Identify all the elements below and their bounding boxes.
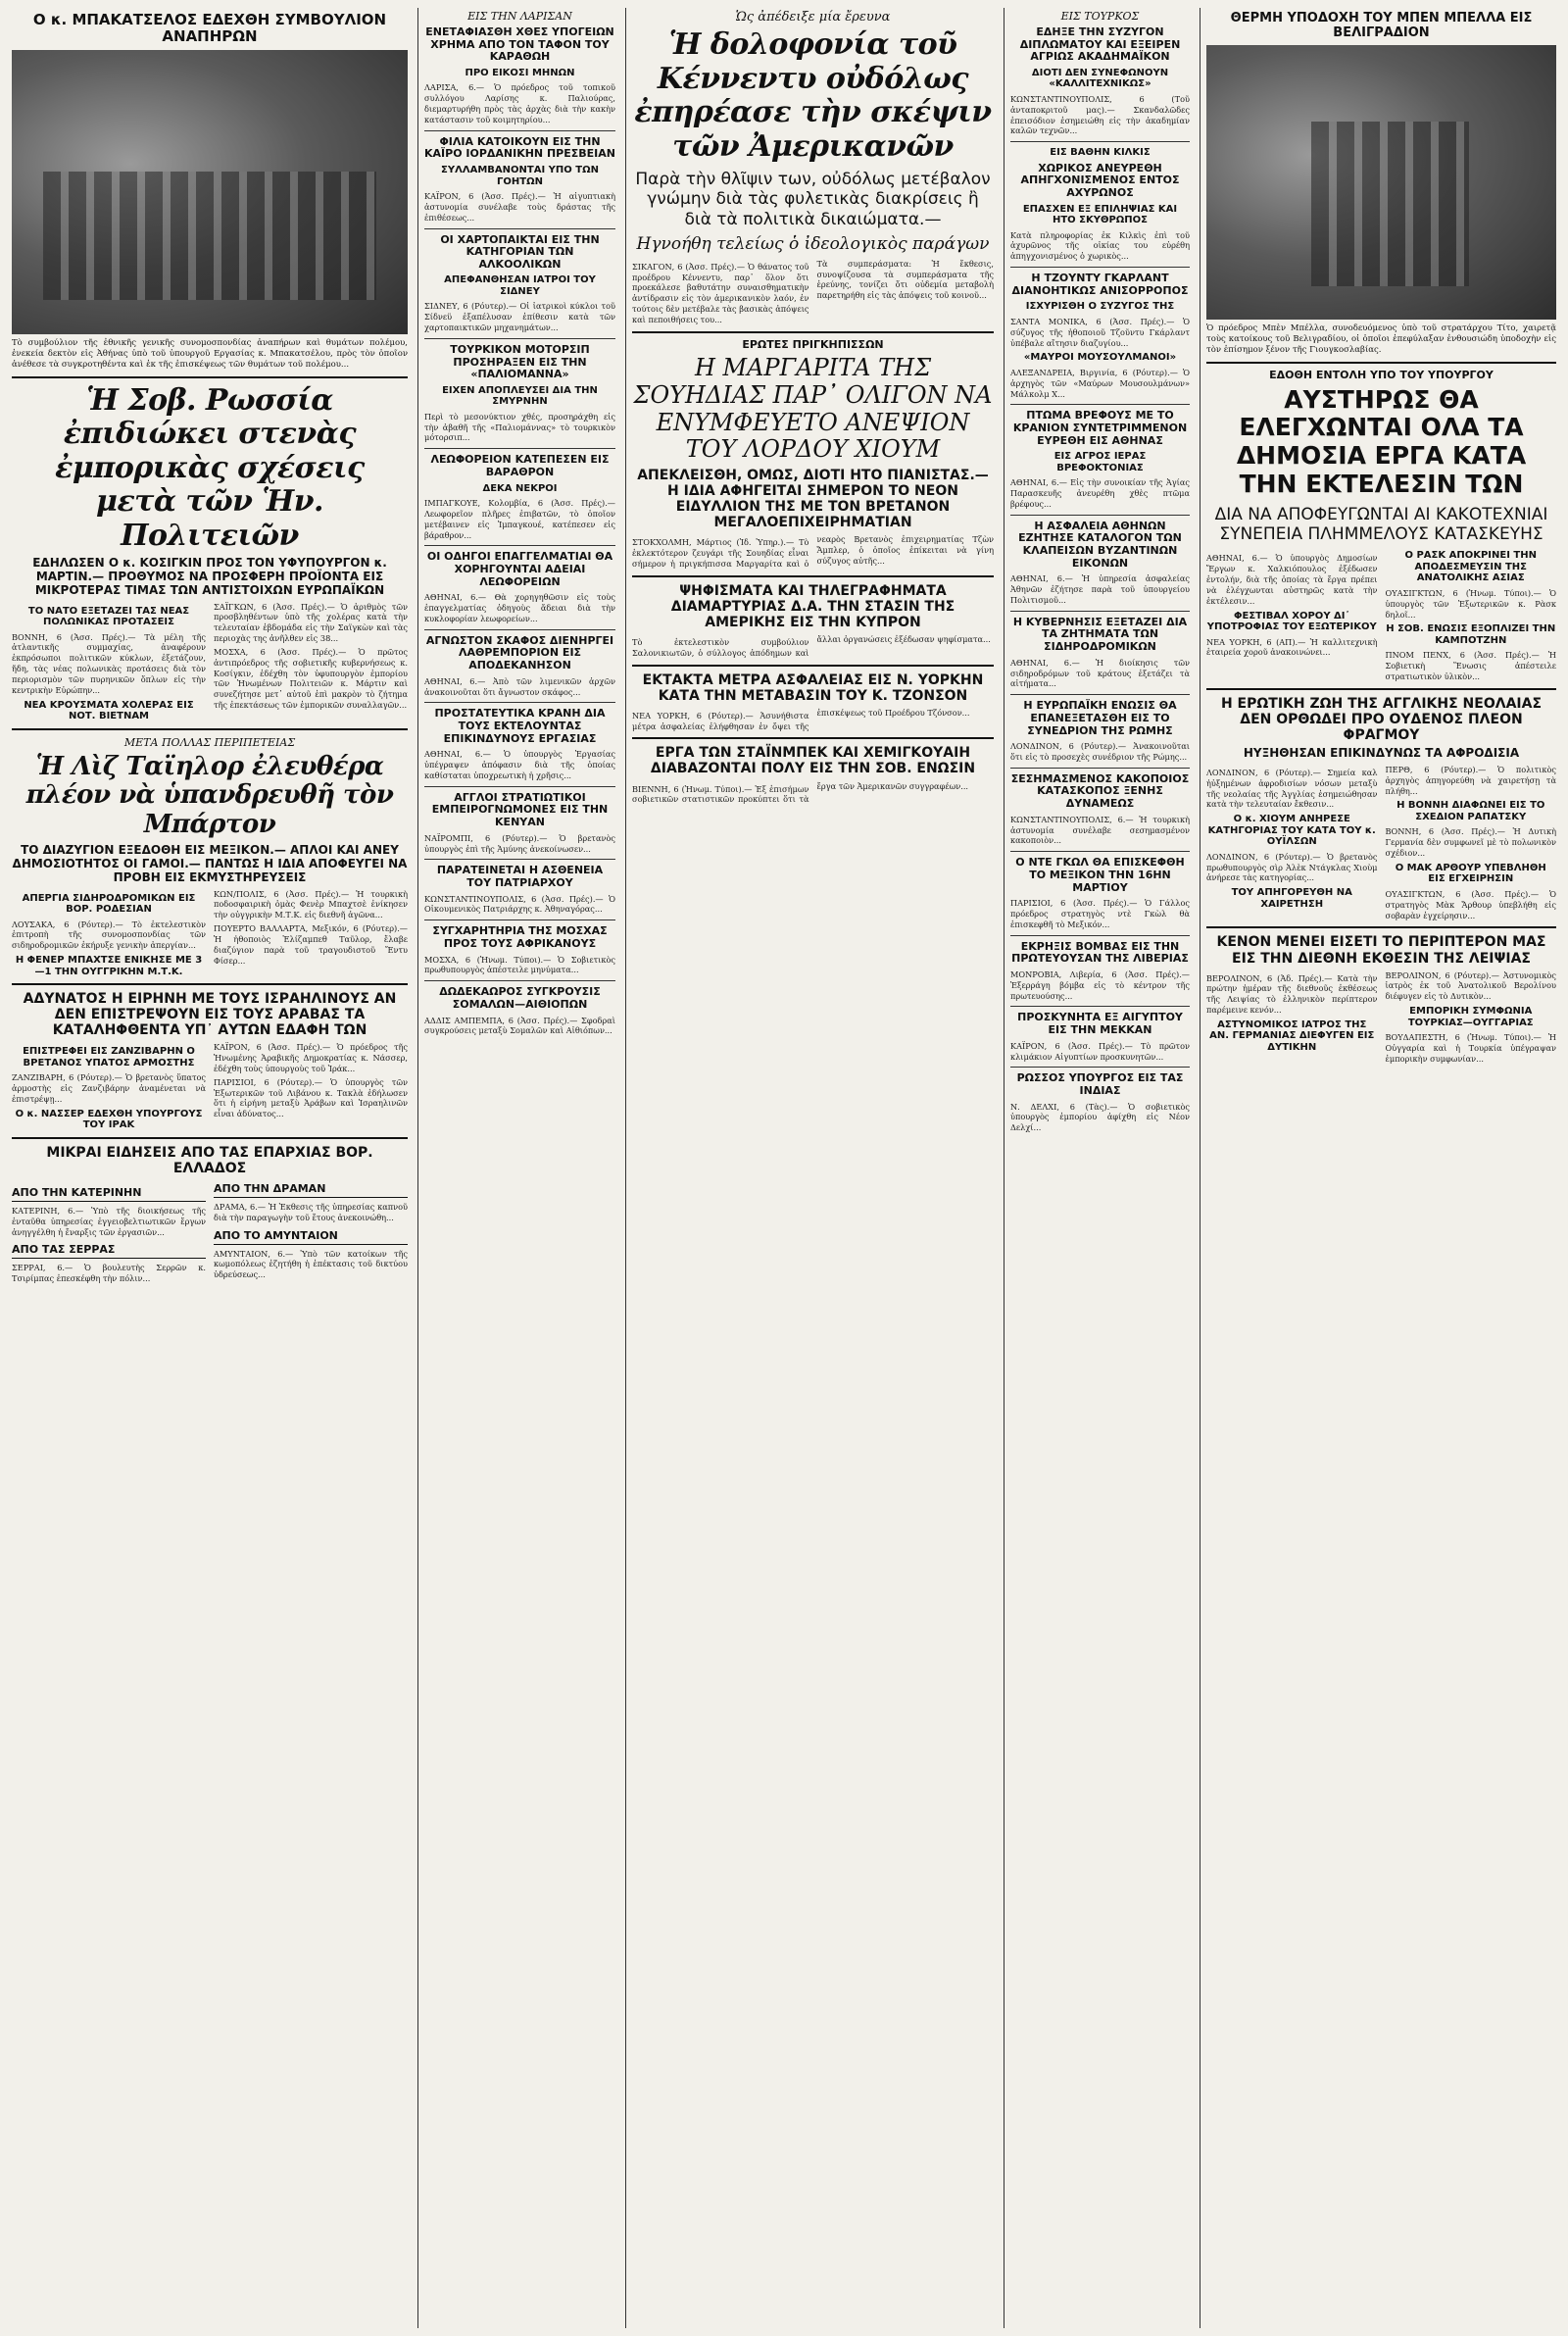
column-1 [6,8,414,2328]
subhead-larisa: ΠΡΟ ΕΙΚΟΣΙ ΜΗΝΩΝ [465,67,575,78]
subhead-turkish-ship: ΕΙΧΕΝ ΑΠΟΠΛΕΥΣΕΙ ΔΙΑ ΤΗΝ ΣΜΥΡΝΗΝ [442,384,598,408]
article-cyprus-protest: Τὸ ἐκτελεστικὸν συμβούλιον Σαλονικιωτῶν, ὁ σύλλογος ἀπόδημων καὶ ἄλλαι ὀργανώσεις ἐξέδωσαν ψηφίσματα... [632,633,991,658]
article-steinbeck: ΒΙΕΝΝΗ, 6 (Ἠνωμ. Τύποι).— Ἐξ ἐπισήμων σοβιετικῶν στατιστικῶν προκύπτει ὅτι τὰ ἔργα τῶν Ἀμερικανῶν συγγραφέων... [632,780,969,805]
headline-rusk: Ο ΡΑΣΚ ΑΠΟΚΡΙΝΕΙ ΤΗΝ ΑΠΟΔΕΣΜΕΥΣΙΝ ΤΗΣ ΑΝΑΤΟΛΙΚΗΣ ΑΣΙΑΣ [1404,550,1537,584]
provinces-body [12,1180,408,1286]
article-katerini: ΚΑΤΕΡΙΝΗ, 6.— Ὑπὸ τῆς διοικήσεως τῆς ἐνταῦθα ὑπηρεσίας ἐγγειοβελτιωτικῶν ἔργων ἀνηγγέλθη ἡ ἔναρξις τῶν ἐργασιῶν... [12,1206,206,1237]
article-serres: ΣΕΡΡΑΙ, 6.— Ὁ βουλευτὴς Σερρῶν κ. Τσιρίμπας ἐπεσκέφθη τὴν πόλιν... [12,1263,206,1284]
article-nasser: ΚΑΪΡΟΝ, 6 (Ἀσσ. Πρές).— Ὁ πρόεδρος τῆς Ἠνωμένης Ἀραβικῆς Δημοκρατίας κ. Νάσσερ, ἐδέχθη τοὺς ὑπουργοὺς τοῦ Ἰράκ... [214,1042,408,1073]
headline-greeting: ΤΟΥ ΑΠΗΓΟΡΕΥΘΗ ΝΑ ΧΑΙΡΕΤΗΣΗ [1231,887,1352,910]
headline-helmets: ΠΡΟΣΤΑΤΕΥΤΙΚΑ ΚΡΑΝΗ ΔΙΑ ΤΟΥΣ ΕΚΤΕΛΟΥΝΤΑΣ ΕΠΙΚΙΝΔΥΝΟΥΣ ΕΡΓΑΣΙΑΣ [434,707,606,745]
article-amyntaio: ΑΜΥΝΤΑΙΟΝ, 6.— Ὑπὸ τῶν κατοίκων τῆς κωμοπόλεως ἐζητήθη ἡ ἐπέκτασις τοῦ δικτύου ὑδρεύσεως... [214,1248,408,1280]
headline-kennedy: Ἡ δολοφονία τοῦ Κέννεντυ οὐδόλως ἐπηρέασε τὴν σκέψιν τῶν Ἀμερικανῶν [634,27,992,164]
divider [1010,141,1190,142]
divider [1010,768,1190,769]
headline-larisa: ΕΝΕΤΑΦΙΑΣΘΗ ΧΘΕΣ ΥΠΟΓΕΙΩΝ ΧΡΗΜΑ ΑΠΟ ΤΟΝ ΤΑΦΟΝ ΤΟΥ ΚΑΡΑΘΩΗ [425,25,614,64]
article-police-doctor: ΒΕΡΟΛΙΝΟΝ, 6 (Ρόυτερ).— Ἀστυνομικὸς ἰατρὸς ἐκ τοῦ Ἀνατολικοῦ Βερολίνου διέφυγεν εἰς τὸ Δυτικὸν... [1385,969,1556,1002]
article-somali: ΑΔΔΙΣ ΑΜΠΕΜΠΑ, 6 (Ἀσσ. Πρές).— Σφοδραὶ συγκρούσεις μεταξὺ Σομαλῶν καὶ Αἰθιόπων... [424,1015,615,1036]
article-cholera: ΣΑΪΓΚΩΝ, 6 (Ἀσσ. Πρές).— Ὁ ἀριθμὸς τῶν προσβληθέντων ὑπὸ τῆς χολέρας κατὰ τὴν τελευταίαν ἑβδομάδα εἰς τὴν Σαϊγκὼν καὶ τὰς περιοχὰς της ἀνῆλθεν εἰς 38... [214,601,408,644]
kicker-public-works: ΕΔΟΘΗ ΕΝΤΟΛΗ ΥΠΟ ΤΟΥ ΥΠΟΥΡΓΟΥ [1269,369,1494,382]
divider [1206,362,1556,364]
divider [1010,851,1190,852]
divider [424,629,615,630]
divider [632,575,994,577]
public-works-body [1206,550,1556,681]
headline-macarthur: Ο ΜΑΚ ΑΡΘΟΥΡ ΥΠΕΒΛΗΘΗ ΕΙΣ ΕΓΧΕΙΡΗΣΙΝ [1395,862,1546,885]
divider [1010,515,1190,516]
headline-gamblers: ΟΙ ΧΑΡΤΟΠΑΙΚΤΑΙ ΕΙΣ ΤΗΝ ΚΑΤΗΓΟΡΙΑΝ ΤΩΝ ΑΛΚΟΟΛΙΚΩΝ [440,232,600,271]
section-amyntaio: ΑΠΟ ΤΟ ΑΜΥΝΤΑΙΟΝ [214,1227,408,1245]
israel-body [12,1042,408,1130]
divider [12,1137,408,1139]
headline-liberia: ΕΚΡΗΞΙΣ ΒΟΜΒΑΣ ΕΙΣ ΤΗΝ ΠΡΩΤΕΥΟΥΣΑΝ ΤΗΣ ΛΙΒΕΡΙΑΣ [1011,939,1189,966]
headline-kilkis: ΧΩΡΙΚΟΣ ΑΝΕΥΡΕΘΗ ΑΠΗΓΧΟΝΙΣΜΕΝΟΣ ΕΝΤΟΣ ΑΧΥΡΩΝΟΣ [1020,161,1180,200]
article-kilkis: Κατὰ πληροφορίας ἐκ Κιλκὶς ἐπὶ τοῦ ἀχυρῶνος τῆς οἰκίας του εὑρέθη ἀπηγχονισμένος ὁ χωρικὸς... [1010,229,1190,262]
deck-soviet-trade: ΕΔΗΛΩΣΕΝ Ο κ. ΚΟΣΙΓΚΙΝ ΠΡΟΣ ΤΟΝ ΥΦΥΠΟΥΡΓΟΝ κ. ΜΑΡΤΙΝ.— ΠΡΟΘΥΜΟΣ ΝΑ ΠΡΟΣΦΕΡΗ ΠΡΟΪΟΝΤΑ ΕΙΣ ΜΙΚΡΟΤΕΡΑΣ ΤΙΜΑΣ ΤΩΝ ΑΝΤΙΣΤΟΙΧΩΝ ΕΥΡΩΠΑΪΚΩΝ [32,556,387,597]
article-european-union: ΛΟΝΔΙΝΟΝ, 6 (Ρόυτερ).— Ἀνακοινοῦται ὅτι εἰς τὸ προσεχὲς συνέδριον τῆς Ρώμης... [1010,741,1190,762]
article-black-muslims: ΑΛΕΞΑΝΔΡΕΙΑ, Βιργινία, 6 (Ρόυτερ).— Ὁ ἀρχηγὸς τῶν «Μαύρων Μουσουλμάνων» Μάλκολμ Χ... [1010,367,1190,399]
steinbeck-body [632,781,994,806]
headline-cambodia: Η ΣΟΒ. ΕΝΩΣΙΣ ΕΞΟΠΛΙΖΕΙ ΤΗΝ ΚΑΜΠΟΤΖΗΝ [1386,623,1556,646]
kennedy-body [632,259,994,325]
headline-nasser: Ο κ. ΝΑΣΣΕΡ ΕΔΕΧΘΗ ΥΠΟΥΡΓΟΥΣ ΤΟΥ ΙΡΑΚ [15,1108,203,1131]
headline-israel-peace: ΑΔΥΝΑΤΟΣ Η ΕΙΡΗΝΗ ΜΕ ΤΟΥΣ ΙΣΡΑΗΛΙΝΟΥΣ ΑΝ ΔΕΝ ΕΠΙΣΤΡΕΨΟΥΝ ΕΙΣ ΤΟΥΣ ΑΡΑΒΑΣ ΤΑ ΚΑΤΑΛΗΦΘΕΝΤΑ ΥΠ᾿ ΑΥΤΩΝ ΕΔΑΦΗ ΤΩΝ [23,991,397,1039]
article-rapacki: ΒΟΝΝΗ, 6 (Ἀσσ. Πρές).— Ἡ Δυτικὴ Γερμανία δὲν συμφωνεῖ μὲ τὸ πολωνικὸν σχέδιον... [1385,826,1556,859]
headline-drivers: ΟΙ ΟΔΗΓΟΙ ΕΠΑΓΓΕΛΜΑΤΙΑΙ ΘΑ ΧΟΡΗΓΟΥΝΤΑΙ ΑΔΕΙΑΙ ΛΕΩΦΟΡΕΙΩΝ [426,550,613,588]
kicker-kennedy: Ὡς ἀπέδειξε μία ἔρευνα [735,10,891,25]
headline-rapacki: Η ΒΟΝΝΗ ΔΙΑΦΩΝΕΙ ΕΙΣ ΤΟ ΣΧΕΔΙΟΝ ΡΑΠΑΤΣΚΥ [1396,800,1545,822]
article-turkish-ship: Περὶ τὸ μεσονύκτιον χθές, προσηράχθη εἰς τὴν ἀβαθῆ τῆς «Παλιομάννας» τὸ τουρκικὸν μότορσιπ... [424,411,615,443]
article-greeting: ΠΕΡΘ, 6 (Ρόυτερ).— Ὁ πολιτικὸς ἀρχηγὸς ἀπηγορεύθη νὰ χαιρετήσῃ τὰ πλήθη... [1385,764,1556,796]
article-jordan-embassy: ΚΑΪΡΟΝ, 6 (Ἀσσ. Πρές).— Ἡ αἰγυπτιακὴ ἀστυνομία συνέλαβε τοὺς δράστας τῆς ἐπιθέσεως... [424,191,615,223]
article-helmets: ΑΘΗΝΑΙ, 6.— Ὁ ὑπουργὸς Ἐργασίας ὑπέγραψεν ἀπόφασιν διὰ τῆς ὁποίας καθίσταται ὑποχρεωτικὴ ἡ χρῆσις... [424,749,615,780]
article-larisa: ΛΑΡΙΣΑ, 6.— Ὁ πρόεδρος τοῦ τοπικοῦ συλλόγου Λαρίσης κ. Παλιούρας, διεμαρτυρήθη πρὸς τὰς ἀρχὰς διὰ τὴν κακὴν κατάστασιν τοῦ κοιμητηρίου... [424,82,615,124]
divider [12,376,408,378]
subhead-kilkis: ΕΠΑΣΧΕΝ ΕΞ ΕΠΙΛΗΨΙΑΣ ΚΑΙ ΗΤΟ ΣΚΥΘΡΩΠΟΣ [1022,203,1178,226]
article-english-youth: ΛΟΝΔΙΝΟΝ, 6 (Ρόυτερ).— Σημεία καλ ἠὐξημένων ἀφροδισίων νόσων μεταξὺ τῆς νεολαίας τῆς Ἀγγλίας ἐσημειώθησαν κατὰ τὴν τελευταίαν ἔκθεσιν... [1206,767,1378,810]
article-academic: ΚΩΝΣΤΑΝΤΙΝΟΥΠΟΛΙΣ, 6 (Τοῦ ἀνταποκριτοῦ μας).— Σκανδαλῶδες ἐπεισόδιον ἐσημειώθη εἰς τὴν ἀκαδημίαν καλῶν τεχνῶν... [1010,93,1190,136]
article-infant: ΑΘΗΝΑΙ, 6.— Εἰς τὴν συνοικίαν τῆς Ἀγίας Παρασκευῆς ἀνευρέθη χθὲς πτῶμα βρέφους... [1010,477,1190,509]
divider [424,338,615,339]
article-turkey-hungary: ΒΟΥΔΑΠΕΣΤΗ, 6 (Ἠνωμ. Τύποι).— Ἡ Οὐγγαρία καὶ ἡ Τουρκία ὑπέγραψαν ἐμπορικὴν συμφωνίαν... [1385,1032,1556,1064]
deck-english-youth: ΗΥΞΗΘΗΣΑΝ ΕΠΙΚΙΝΔΥΝΩΣ ΤΑ ΑΦΡΟΔΙΣΙΑ [1243,746,1520,761]
article-nato: ΒΟΝΝΗ, 6 (Ἀσσ. Πρές).— Τὰ μέλη τῆς ἀτλαντικῆς συμμαχίας, ἀναφέρουν ἐκπρόσωποι πολιτικῶν κύκλων, ἐξετάζουν, ἤδη, τὰς νέας πολωνικὰς προτάσεις διὰ τὸν περιορισμὸν τῶν πυρηνικῶν ὅπλων εἰς τὴν κεντρικὴν Εὐρώπην... [12,631,206,695]
subhead-academic: ΔΙΟΤΙ ΔΕΝ ΣΥΝΕΦΩΝΟΥΝ «ΚΑΛΛΙΤΕΧΝΙΚΩΣ» [1031,67,1169,90]
caption-ben-bella: Ὁ πρόεδρος Μπὲν Μπέλλα, συνοδευόμενος ὑπὸ τοῦ στρατάρχου Τίτο, χαιρετᾷ τοὺς κατοίκους τοῦ Βελιγραδίου, οἱ ὁποῖοι ἐπεφύλαξαν ἐνθουσιώδη ὑποδοχὴν εἰς τὸν ἐπίσημον ξένον τῆς Γιουγκοσλαβίας. [1206,323,1556,355]
article-gamblers: ΣΙΔΝΕΥ, 6 (Ρόυτερ).— Οἱ ἰατρικοὶ κύκλοι τοῦ Σίδνεϋ ἐξαπέλυσαν ἐπίθεσιν κατὰ τῶν χαρτοπαικτικῶν μηχανημάτων... [424,301,615,333]
article-smuggling: ΑΘΗΝΑΙ, 6.— Ἀπὸ τῶν λιμενικῶν ἀρχῶν ἀνακοινοῦται ὅτι ἄγνωστον σκάφος... [424,675,615,697]
article-public-works: ΑΘΗΝΑΙ, 6.— Ὁ ὑπουργὸς Δημοσίων Ἔργων κ. Χαλκιόπουλος ἐξέδωσεν ἐντολήν, διὰ τῆς ὁποίας τὰ ἔργα πρέπει νὰ ἐλέγχωνται αὐστηρῶς κατὰ τὴν ἐκτέλεσιν... [1206,553,1378,606]
article-moscow-africa: ΜΟΣΧΑ, 6 (Ἠνωμ. Τύποι).— Ὁ Σοβιετικὸς πρωθυπουργὸς ἀπέστειλε μηνύματα... [424,954,615,975]
subhead-bus-crash: ΔΕΚΑ ΝΕΚΡΟΙ [482,482,558,494]
headline-infant: ΠΤΩΜΑ ΒΡΕΦΟΥΣ ΜΕ ΤΟ ΚΡΑΝΙΟΝ ΣΥΝΤΕΤΡΙΜΜΕΝΟΝ ΕΥΡΕΘΗ ΕΙΣ ΑΘΗΝΑΣ [1012,409,1188,447]
headline-princess: Η ΜΑΡΓΑΡΙΤΑ ΤΗΣ ΣΟΥΗΔΙΑΣ ΠΑΡ᾿ ΟΛΙΓΟΝ ΝΑ ΕΝΥΜΦΕΥΕΤΟ ΑΝΕΨΙΟΝ ΤΟΥ ΛΟΡΔΟΥ ΧΙΟΥΜ [633,354,993,464]
headline-jordan-embassy: ΦΙΛΙΑ ΚΑΤΟΙΚΟΥΝ ΕΙΣ ΤΗΝ ΚΑΪΡΟ ΙΟΡΔΑΝΙΚΗΝ ΠΡΕΣΒΕΙΑΝ [424,134,615,161]
headline-soviet-trade: Ἡ Σοβ. Ρωσσία ἐπιδιώκει στενὰς ἐμπορικὰς σχέσεις μετὰ τῶν Ἡν. Πολιτειῶν [55,382,365,553]
headline-turkish-ship: ΤΟΥΡΚΙΚΟΝ ΜΟΤΟΡΣΙΠ ΠΡΟΣΗΡΑΞΕΝ ΕΙΣ ΤΗΝ «ΠΑΛΙΟΜΑΝΝΑ» [450,342,590,381]
divider [424,448,615,449]
article-garland: ΣΑΝΤΑ ΜΟΝΙΚΑ, 6 (Ἀσσ. Πρές).— Ὁ σύζυγος τῆς ἠθοποιοῦ Τζοῦντυ Γκάρλαντ ὑπέβαλε αἴτησιν διαζυγίου... [1010,316,1190,348]
section-katerini: ΑΠΟ ΤΗΝ ΚΑΤΕΡΙΝΗΝ [12,1184,206,1202]
headline-anapiroi: Ο κ. ΜΠΑΚΑΤΣΕΛΟΣ ΕΔΕΧΘΗ ΣΥΜΒΟΥΛΙΟΝ ΑΝΑΠΗΡΩΝ [32,11,387,46]
divider [632,331,994,333]
article-dance-festival: ΝΕΑ ΥΟΡΚΗ, 6 (ΑΠ).— Ἡ καλλιτεχνικὴ ἑταιρεία χοροῦ ἀνακοινώνει... [1206,636,1378,658]
article-india: Ν. ΔΕΛΧΙ, 6 (Τὰς).— Ὁ σοβιετικὸς ὑπουργὸς ἐμπορίου ἀφίχθη εἰς Νέον Δελχί... [1010,1101,1190,1133]
headline-somali: ΔΩΔΕΚΑΩΡΟΣ ΣΥΓΚΡΟΥΣΙΣ ΣΟΜΑΛΩΝ—ΑΙΘΙΟΠΩΝ [439,985,601,1011]
article-patriarch: ΚΩΝΣΤΑΝΤΙΝΟΥΠΟΛΙΣ, 6 (Ἀσσ. Πρές).— Ὁ Οἰκουμενικὸς Πατριάρχης κ. Ἀθηναγόρας... [424,893,615,915]
subhead-jordan-embassy: ΣΥΛΛΑΜΒΑΝΟΝΤΑΙ ΥΠΟ ΤΩΝ ΓΟΗΤΩΝ [441,165,599,187]
deck-kennedy: Παρὰ τὴν θλῖψιν των, οὐδόλως μετέβαλον γνώμην διὰ τὰς φυλετικὰς διακρίσεις ἢ διὰ τὰ πολιτικὰ δικαιώματα.— [635,170,991,229]
article-spy: ΚΩΝΣΤΑΝΤΙΝΟΥΠΟΛΙΣ, 6.— Ἡ τουρκικὴ ἀστυνομία συνέλαβε σεσημασμένον κακοποιὸν... [1010,814,1190,846]
princess-body [632,534,994,569]
article-drama: ΔΡΑΜΑ, 6.— Ἡ Ἐκθεσις τῆς ὑπηρεσίας καπνοῦ διὰ τὴν παραγωγὴν τοῦ ἔτους ἀνεκοινώθη... [214,1202,408,1222]
headline-liz-taylor: Ἡ Λὶζ Ταϊηλορ ἐλευθέρα πλέον νὰ ὑπανδρευθῆ τὸν Μπάρτον [25,751,394,840]
headline-academic: ΕΔΗΞΕ ΤΗΝ ΣΥΖΥΓΟΝ ΔΙΠΛΩΜΑΤΟΥ ΚΑΙ ΕΞΕΙΡΕΝ ΑΓΡΙΩΣ ΑΚΑΔΗΜΑΪΚΟΝ [1019,25,1181,64]
cyprus-body [632,634,994,659]
article-icons: ΑΘΗΝΑΙ, 6.— Ἡ ὑπηρεσία ἀσφαλείας Ἀθηνῶν ἐζήτησε παρὰ τοῦ ὑπουργείου Πολιτισμοῦ... [1010,573,1190,606]
divider [1206,688,1556,690]
subhead-gamblers: ΑΠΕΦΑΝΘΗΣΑΝ ΙΑΤΡΟΙ ΤΟΥ ΣΙΔΝΕΥ [444,274,596,297]
headline-rail-strike: ΑΠΕΡΓΙΑ ΣΙΔΗΡΟΔΡΟΜΙΚΩΝ ΕΙΣ ΒΟΡ. ΡΟΔΕΣΙΑΝ [22,892,196,916]
article-rusk: ΟΥΑΣΙΓΚΤΩΝ, 6 (Ἠνωμ. Τύποι).— Ὁ ὑπουργὸς τῶν Ἐξωτερικῶν κ. Ρὰσκ δηλοῖ... [1385,587,1556,620]
headline-bus-crash: ΛΕΩΦΟΡΕΙΟΝ ΚΑΤΕΠΕΣΕΝ ΕΙΣ ΒΑΡΑΘΡΟΝ [430,453,610,478]
column-2 [417,8,621,2328]
divider [1010,404,1190,405]
article-macarthur: ΟΥΑΣΙΓΚΤΩΝ, 6 (Ἀσσ. Πρές).— Ὁ στρατηγὸς Μὰκ Ἄρθουρ ὑπεβλήθη εἰς σοβαρὰν ἐγχείρησιν... [1385,888,1556,920]
divider [1010,611,1190,612]
leipzig-body [1206,970,1556,1065]
article-fenerbahce: ΚΩΝ/ΠΟΛΙΣ, 6 (Ἀσσ. Πρές).— Ἡ τουρκικὴ ποδοσφαιρικὴ ὁμὰς Φενὲρ Μπαχτσὲ ἐνίκησεν τὴν οὐγγρικὴν Μ.Τ.Κ. εἰς διεθνῆ ἀγῶνα... [214,888,408,920]
deck-public-works: ΔΙΑ ΝΑ ΑΠΟΦΕΥΓΩΝΤΑΙ ΑΙ ΚΑΚΟΤΕΧΝΙΑΙ ΣΥΝΕΠΕΙΑ ΠΛΗΜΜΕΛΟΥΣ ΚΑΤΑΣΚΕΥΗΣ [1214,504,1548,545]
divider [1010,1067,1190,1068]
headline-ben-bella: ΘΕΡΜΗ ΥΠΟΔΟΧΗ ΤΟΥ ΜΠΕΝ ΜΠΕΛΛΑ ΕΙΣ ΒΕΛΙΓΡΑΔΙΟΝ [1230,11,1533,40]
subhead-kennedy: Ηγνοήθη τελείως ὁ ἰδεολογικὸς παράγων [636,234,990,255]
divider [1010,694,1190,695]
divider [12,983,408,985]
kicker-princess: ΕΡΩΤΕΣ ΠΡΙΓΚΗΠΙΣΣΩΝ [742,337,884,351]
headline-provinces: ΜΙΚΡΑΙ ΕΙΔΗΣΕΙΣ ΑΠΟ ΤΑΣ ΕΠΑΡΧΙΑΣ ΒΟΡ. ΕΛΛΑΔΟΣ [46,1144,373,1176]
photo-ben-bella [1206,45,1556,320]
article-rail-strike: ΛΟΥΣΑΚΑ, 6 (Ρόυτερ).— Τὸ ἐκτελεστικὸν ἐπιτροπὴ τῆς συνομοσπονδίας τῶν σιδηροδρομικῶν ἐκήρυξε γενικὴν ἀπεργίαν... [12,919,206,951]
subhead-infant: ΕΙΣ ΑΓΡΟΣ ΙΕΡΑΣ ΒΡΕΦΟΚΤΟΝΙΑΣ [1054,451,1147,473]
article-ny-security: ΝΕΑ ΥΟΡΚΗ, 6 (Ρόυτερ).— Ἀσυνήθιστα μέτρα ἀσφαλείας ἐλήφθησαν ἐν ὄψει τῆς ἐπισκέψεως τοῦ Προέδρου Τζόνσον... [632,707,970,731]
kicker-kilkis: ΕΙΣ ΒΑΘΗΝ ΚΙΛΚΙΣ [1050,147,1151,159]
article-cambodia: ΠΝΟΜ ΠΕΝΧ, 6 (Ἀσσ. Πρές).— Ἡ Σοβιετικὴ Ἕνωσις ἀπέστειλε στρατιωτικὸν ὑλικὸν... [1385,650,1556,682]
headline-railworkers: Η ΚΥΒΕΡΝΗΣΙΣ ΕΞΕΤΑΖΕΙ ΔΙΑ ΤΑ ΖΗΤΗΜΑΤΑ ΤΩΝ ΣΙΔΗΡΟΔΡΟΜΙΚΩΝ [1012,615,1188,654]
headline-icons: Η ΑΣΦΑΛΕΙΑ ΑΘΗΝΩΝ ΕΖΗΤΗΣΕ ΚΑΤΑΛΟΓΟΝ ΤΩΝ ΚΛΑΠΕΙΣΩΝ ΒΥΖΑΝΤΙΝΩΝ ΕΙΚΟΝΩΝ [1018,519,1182,570]
article-kenya: ΝΑΪΡΟΜΠΙ, 6 (Ρόυτερ).— Ὁ βρετανὸς ὑπουργὸς ἐπὶ τῆς Ἀμύνης ἀνεκοίνωσεν... [424,832,615,854]
article-zanzibar: ΖΑΝΖΙΒΑΡΗ, 6 (Ρόυτερ).— Ὁ βρετανὸς ὕπατος ἀρμοστὴς εἰς Ζανζιβάρην ἀναμένεται νὰ ἐπιστρέψῃ... [12,1072,206,1104]
caption-council: Τὸ συμβούλιον τῆς ἐθνικῆς γενικῆς συνομοσπονδίας ἀναπήρων καὶ θυμάτων πολέμου, ἐνεκεία δεκτὸν εἰς Ἀθήνας ὑπὸ τοῦ ὑπουργοῦ Εργασίας κ. Μπακατσέλου, πρὸς τὸν ὁποῖον ἀνέθεσε τὰ συγκροτηθέντα καὶ ἐκ τῆς ἐπισκέψεως τῶν θυμάτων τοῦ πολέμου... [12,337,408,370]
divider [1010,267,1190,268]
headline-fenerbahce: Η ΦΕΝΕΡ ΜΠΑΧΤΣΕ ΕΝΙΚΗΣΕ ΜΕ 3—1 ΤΗΝ ΟΥΓΓΡΙΚΗΝ Μ.Τ.Κ. [15,955,203,977]
article-kennedy-conclusions: Τὰ συμπεράσματα: Ἡ ἔκθεσις, συνοψίζουσα τὰ συμπεράσματα τῆς ἐρεύνης, τονίζει ὅτι οὐδεμία μεταβολὴ παρετηρήθη εἰς τὰς ἀπόψεις τοῦ κοινοῦ... [816,258,994,301]
headline-ny-security: ΕΚΤΑΚΤΑ ΜΕΤΡΑ ΑΣΦΑΛΕΙΑΣ ΕΙΣ Ν. ΥΟΡΚΗΝ ΚΑΤΑ ΤΗΝ ΜΕΤΑΒΑΣΙΝ ΤΟΥ Κ. ΤΖΟΝΣΟΝ [642,671,984,704]
headline-turkey-hungary: ΕΜΠΟΡΙΚΗ ΣΥΜΦΩΝΙΑ ΤΟΥΡΚΙΑΣ—ΟΥΓΓΑΡΙΑΣ [1407,1006,1534,1028]
divider [424,545,615,546]
article-princess: ΣΤΟΚΧΟΛΜΗ, Μάρτιος (Ἰδ. Ὑπηρ.).— Τὸ ἐκλεκτότερον ζευγάρι τῆς Σουηδίας εἶναι σήμερον ἡ πριγκήπισσα Μαργαρίτα καὶ ὁ νεαρὸς Βρετανὸς ἐπιχειρηματίας Τζὼν Ἄμπλερ, ὁ ὁποῖος ἐπίκειται νὰ γίνη σύζυγος αὐτῆς... [632,534,994,569]
photo-council [12,50,408,334]
headline-english-youth: Η ΕΡΩΤΙΚΗ ΖΩΗ ΤΗΣ ΑΓΓΛΙΚΗΣ ΝΕΟΛΑΙΑΣ ΔΕΝ ΟΡΘΩΔΕΙ ΠΡΟ ΟΥΔΕΝΟΣ ΠΛΕΟΝ ΦΡΑΓΜΟΥ [1220,695,1543,744]
kicker-turkey: ΕΙΣ ΤΟΥΡΚΟΣ [1060,10,1140,23]
divider [632,737,994,739]
headline-india: ΡΩΣΣΟΣ ΥΠΟΥΡΓΟΣ ΕΙΣ ΤΑΣ ΙΝΔΙΑΣ [1016,1071,1184,1097]
column-3 [625,8,1000,2328]
headline-black-muslims: «ΜΑΥΡΟΙ ΜΟΥΣΟΥΛΜΑΝΟΙ» [1023,352,1177,364]
section-serres: ΑΠΟ ΤΑΣ ΣΕΡΡΑΣ [12,1241,206,1259]
headline-public-works: ΑΥΣΤΗΡΩΣ ΘΑ ΕΛΕΓΧΩΝΤΑΙ ΟΛΑ ΤΑ ΔΗΜΟΣΙΑ ΕΡΓΑ ΚΑΤΑ ΤΗΝ ΕΚΤΕΛΕΣΙΝ ΤΩΝ [1236,384,1527,498]
article-leipzig: ΒΕΡΟΛΙΝΟΝ, 6 (Ἀδ. Πρές).— Κατὰ τὴν πρώτην ἡμέραν τῆς διεθνοῦς ἐκθέσεως τῆς Λειψίας τὸ ἑλληνικὸν περίπτερον παρέμεινε κενόν... [1206,972,1378,1016]
headline-dance-festival: ΦΕΣΤΙΒΑΛ ΧΟΡΟΥ ΔΙ᾿ ΥΠΟΤΡΟΦΙΑΣ ΤΟΥ ΕΞΩΤΕΡΙΚΟΥ [1206,610,1377,633]
headline-de-gaulle: Ο ΝΤΕ ΓΚΩΛ ΘΑ ΕΠΙΣΚΕΦΘΗ ΤΟ ΜΕΞΙΚΟΝ ΤΗΝ 16ΗΝ ΜΑΡΤΙΟΥ [1015,856,1185,894]
article-liz: ΠΟΥΕΡΤΟ ΒΑΛΛΑΡΤΑ, Μεξικόν, 6 (Ρόυτερ).— Ἡ ἠθοποιὸς Ἐλίζαμπεθ Ταῦλορ, ἔλαβε διαζύγιον παρὰ τοῦ τραγουδιστοῦ Ἔντυ Φίσερ... [214,923,408,966]
column-4 [1004,8,1196,2328]
ny-body [632,708,994,732]
divider [1010,935,1190,936]
column-5 [1200,8,1562,2328]
section-drama: ΑΠΟ ΤΗΝ ΔΡΑΜΑΝ [214,1180,408,1198]
divider [424,859,615,860]
headline-home: Ο κ. ΧΙΟΥΜ ΑΝΗΡΕΣΕ ΚΑΤΗΓΟΡΙΑΣ ΤΟΥ ΚΑΤΑ ΤΟΥ κ. ΟΥΪΛΣΩΝ [1207,814,1376,848]
article-railworkers: ΑΘΗΝΑΙ, 6.— Ἡ διοίκησις τῶν σιδηροδρόμων τοῦ κράτους ἐξετάζει τὰ αἰτήματα... [1010,657,1190,689]
divider [424,702,615,703]
headline-zanzibar: ΕΠΙΣΤΡΕΦΕΙ ΕΙΣ ΖΑΝΖΙΒΑΡΗΝ Ο ΒΡΕΤΑΝΟΣ ΥΠΑΤΟΣ ΑΡΜΟΣΤΗΣ [23,1046,195,1069]
headline-mecca: ΠΡΟΣΚΥΝΗΤΑ ΕΞ ΑΙΓΥΠΤΟΥ ΕΙΣ ΤΗΝ ΜΕΚΚΑΝ [1017,1011,1183,1037]
article-bus-crash: ΙΜΠΑΓΚΟΥΕ, Κολομβία, 6 (Ἀσσ. Πρές).— Λεωφορεῖον πλῆρες ἐπιβατῶν, τὸ ὁποῖον μετέβαινεν εἰς Ἰμπαγκουέ, κατέπεσεν εἰς βάραθρον... [424,498,615,540]
divider [424,228,615,229]
deck-liz-taylor: ΤΟ ΔΙΑΖΥΓΙΟΝ ΕΞΕΔΟΘΗ ΕΙΣ ΜΕΞΙΚΟΝ.— ΑΠΛΟΙ ΚΑΙ ΑΝΕΥ ΔΗΜΟΣΙΟΤΗΤΟΣ ΟΙ ΓΑΜΟΙ.— ΠΑΝΤΩΣ Η ΙΔΙΑ ΑΠΟΦΕΥΓΕΙ ΝΑ ΠΡΟΒΗ ΕΙΣ ΕΚΜΥΣΤΗΡΕΥΣΕΙΣ [12,843,408,884]
divider [424,130,615,131]
article-kennedy: ΣΙΚΑΓΟΝ, 6 (Ἀσσ. Πρές).— Ὁ θάνατος τοῦ προέδρου Κέννεντυ, παρ᾿ ὅλον ὅτι προεκάλεσε βαθυτάτην συναισθηματικὴν ἀντίδρασιν εἰς τὸν ἀμερικανικὸν λαόν, ἐν τούτοις δὲν μετέβαλε τὰς βασικὰς ἀπόψεις καὶ πεποιθήσεις του... [632,261,809,324]
article-mecca: ΚΑΪΡΟΝ, 6 (Ἀσσ. Πρές).— Τὸ πρῶτον κλιμάκιον Αἰγυπτίων προσκυνητῶν... [1010,1040,1190,1062]
headline-patriarch: ΠΑΡΑΤΕΙΝΕΤΑΙ Η ΑΣΘΕΝΕΙΑ ΤΟΥ ΠΑΤΡΙΑΡΧΟΥ [436,864,604,890]
divider [1010,1006,1190,1007]
soviet-trade-body [12,602,408,722]
headline-european-union: Η ΕΥΡΩΠΑΪΚΗ ΕΝΩΣΙΣ ΘΑ ΕΠΑΝΕΞΕΤΑΣΘΗ ΕΙΣ ΤΟ ΣΥΝΕΔΡΙΟΝ ΤΗΣ ΡΩΜΗΣ [1023,699,1177,737]
liz-body [12,889,408,977]
headline-cyprus-protest: ΨΗΦΙΣΜΑΤΑ ΚΑΙ ΤΗΛΕΓΡΑΦΗΜΑΤΑ ΔΙΑΜΑΡΤΥΡΙΑΣ Δ.Α. ΤΗΝ ΣΤΑΣΙΝ ΤΗΣ ΑΜΕΡΙΚΗΣ ΕΙΣ ΤΗΝ ΚΥΠΡΟΝ [670,582,956,630]
article-paris: ΠΑΡΙΣΙΟΙ, 6 (Ρόυτερ).— Ὁ ὑπουργὸς τῶν Ἐξωτερικῶν τοῦ Λιβάνου κ. Τακλὰ ἐδήλωσεν ὅτι ἡ εἰρήνη μεταξὺ Ἀράβων καὶ Ἰσραηλινῶν εἶναι ἀδύνατος... [214,1076,408,1119]
kicker-larisa: ΕΙΣ ΤΗΝ ΛΑΡΙΣΑΝ [467,10,572,23]
article-de-gaulle: ΠΑΡΙΣΙΟΙ, 6 (Ἀσσ. Πρές).— Ὁ Γάλλος πρόεδρος στρατηγὸς ντὲ Γκὼλ θὰ ἐπισκεφθῆ τὸ Μεξικόν... [1010,898,1190,929]
headline-leipzig: ΚΕΝΟΝ ΜΕΝΕΙ ΕΙΣΕΤΙ ΤΟ ΠΕΡΙΠΤΕΡΟΝ ΜΑΣ ΕΙΣ ΤΗΝ ΔΙΕΘΝΗ ΕΚΘΕΣΙΝ ΤΗΣ ΛΕΙΨΙΑΣ [1216,934,1546,967]
article-moscow: ΜΟΣΧΑ, 6 (Ἀσσ. Πρές).— Ὁ πρῶτος ἀντιπρόεδρος τῆς σοβιετικῆς κυβερνήσεως κ. Κοσίγκιν, ἐδέχθη τὸν ὑφυπουργὸν ἐμπορίου τῶν Ἡνωμένων Πολιτειῶν κ. Μάρτιν καὶ συνεζήτησε μετ᾿ αὐτοῦ ἐπὶ μακρὸν τὸ ζήτημα τῆς ἐπεκτάσεως τῶν ἐμπορικῶν συναλλαγῶν... [214,646,408,710]
article-home: ΛΟΝΔΙΝΟΝ, 6 (Ρόυτερ).— Ὁ βρετανὸς πρωθυπουργὸς σὶρ Ἀλὲκ Ντάγκλας Χιοὺμ ἀνήρεσε τὰς κατηγορίας... [1206,851,1378,883]
headline-nato: ΤΟ ΝΑΤΟ ΕΞΕΤΑΖΕΙ ΤΑΣ ΝΕΑΣ ΠΟΛΩΝΙΚΑΣ ΠΡΟΤΑΣΕΙΣ [27,605,190,628]
headline-police-doctor: ΑΣΤΥΝΟΜΙΚΟΣ ΙΑΤΡΟΣ ΤΗΣ ΑΝ. ΓΕΡΜΑΝΙΑΣ ΔΙΕΦΥΓΕΝ ΕΙΣ ΔΥΤΙΚΗΝ [1209,1019,1375,1053]
headline-kenya: ΑΓΓΛΟΙ ΣΤΡΑΤΙΩΤΙΚΟΙ ΕΜΠΕΙΡΟΓΝΩΜΟΝΕΣ ΕΙΣ ΤΗΝ ΚΕΝΥΑΝ [431,790,609,829]
subhead-garland: ΙΣΧΥΡΙΣΘΗ Ο ΣΥΖΥΓΟΣ ΤΗΣ [1025,301,1175,313]
headline-moscow-africa: ΣΥΓΧΑΡΗΤΗΡΙΑ ΤΗΣ ΜΟΣΧΑΣ ΠΡΟΣ ΤΟΥΣ ΑΦΡΙΚΑΝΟΥΣ [432,924,608,950]
divider [424,786,615,787]
headline-spy: ΣΕΣΗΜΑΣΜΕΝΟΣ ΚΑΚΟΠΟΙΟΣ ΚΑΤΑΣΚΟΠΟΣ ΞΕΝΗΣ ΔΥΝΑΜΕΩΣ [1010,771,1190,811]
kicker-liz: ΜΕΤΑ ΠΟΛΛΑΣ ΠΕΡΙΠΕΤΕΙΑΣ [123,735,296,749]
headline-smuggling: ΑΓΝΩΣΤΟΝ ΣΚΑΦΟΣ ΔΙΕΝΗΡΓΕΙ ΛΑΘΡΕΜΠΟΡΙΟΝ ΕΙΣ ΑΠΟΔΕΚΑΝΗΣΟΝ [425,633,614,672]
divider [12,728,408,730]
article-drivers: ΑΘΗΝΑΙ, 6.— Θὰ χορηγηθῶσιν εἰς τοὺς ἐπαγγελματίας ὁδηγοὺς ἄδειαι διὰ τὴν κυκλοφορίαν λεωφορείων... [424,592,615,623]
headline-cholera: ΝΕΑ ΚΡΟΥΣΜΑΤΑ ΧΟΛΕΡΑΣ ΕΙΣ ΝΟΤ. ΒΙΕΤΝΑΜ [24,699,194,721]
article-liberia: ΜΟΝΡΟΒΙΑ, Λιβερία, 6 (Ἀσσ. Πρές).— Ἐξερράγη βόμβα εἰς τὸ κέντρον τῆς πρωτευούσης... [1010,969,1190,1001]
headline-steinbeck: ΕΡΓΑ ΤΩΝ ΣΤΑΪΝΜΠΕΚ ΚΑΙ ΧΕΜΙΓΚΟΥΑΙΗ ΔΙΑΒΑΖΟΝΤΑΙ ΠΟΛΥ ΕΙΣ ΤΗΝ ΣΟΒ. ΕΝΩΣΙΝ [650,745,976,777]
divider [424,919,615,920]
divider [1206,926,1556,928]
divider [632,665,994,667]
headline-garland: Η ΤΖΟΥΝΤΥ ΓΚΑΡΛΑΝΤ ΔΙΑΝΟΗΤΙΚΩΣ ΑΝΙΣΟΡΡΟΠΟΣ [1011,272,1189,297]
deck-princess: ΑΠΕΚΛΕΙΣΘΗ, ΟΜΩΣ, ΔΙΟΤΙ ΗΤΟ ΠΙΑΝΙΣΤΑΣ.— Η ΙΔΙΑ ΑΦΗΓΕΙΤΑΙ ΣΗΜΕΡΟΝ ΤΟ ΝΕΟΝ ΕΙΔΥΛΛΙΟΝ ΤΗΣ ΜΕ ΤΟΝ ΒΡΕΤΑΝΟΝ ΜΕΓΑΛΟΕΠΙΧΕΙΡΗΜΑΤΙΑΝ [637,467,989,530]
divider [424,980,615,981]
youth-body [1206,765,1556,920]
